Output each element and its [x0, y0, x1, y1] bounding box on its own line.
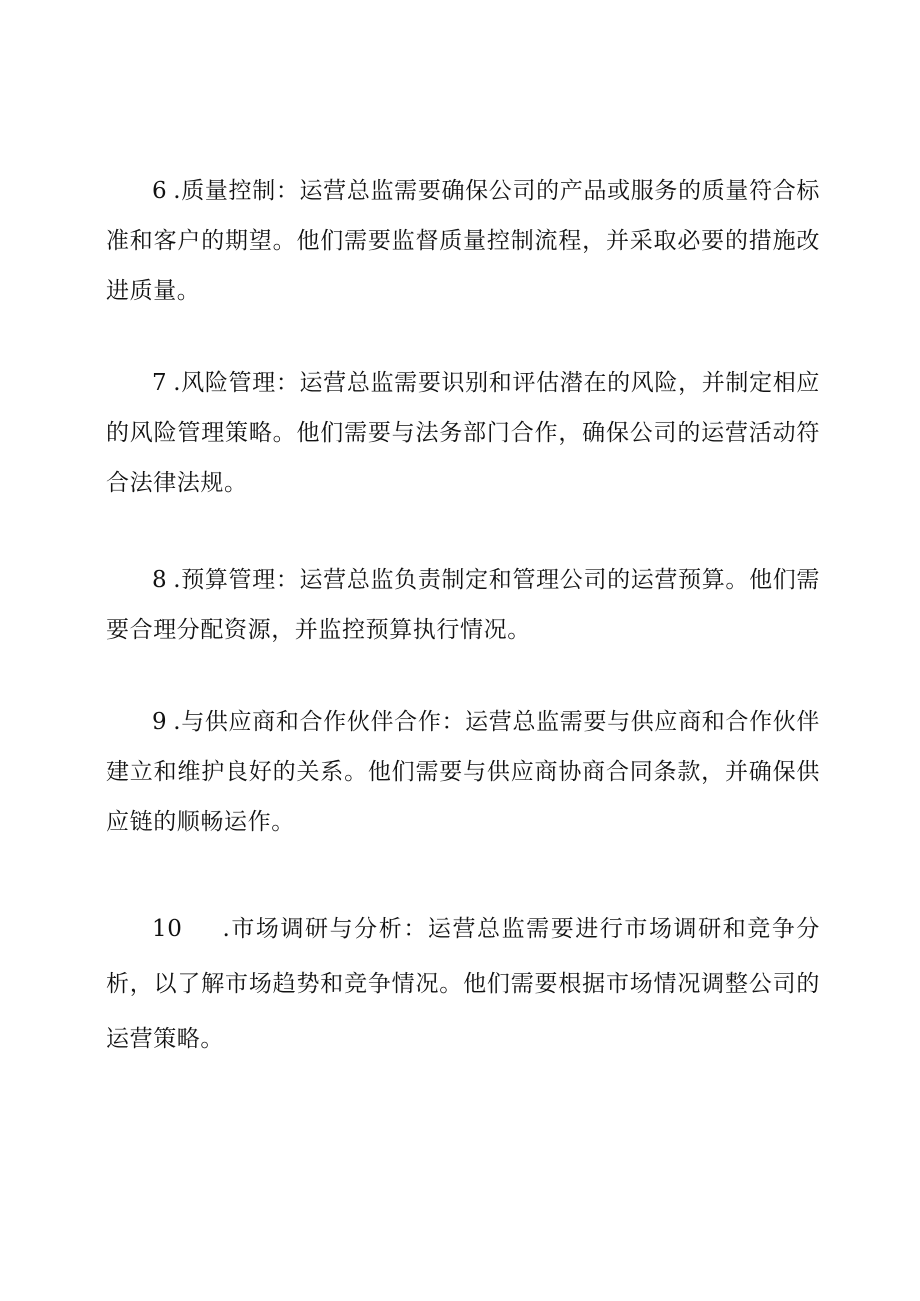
list-item-budget-management: [106, 555, 820, 655]
item-number: 6: [152, 178, 168, 204]
item-text: .预算管理：运营总监负责制定和管理公司的运营预算。他们需要合理分配资源，并监控预算执行情况。: [106, 567, 820, 643]
item-text: .质量控制：运营总监需要确保公司的产品或服务的质量符合标准和客户的期望。他们需要监督质量控制流程，并采取必要的措施改进质量。: [106, 178, 820, 304]
item-text: .市场调研与分析：运营总监需要进行市场调研和竞争分析，以了解市场趋势和竞争情况。他们需要根据市场情况调整公司的运营策略。: [106, 916, 820, 1052]
list-item-risk-management: [106, 358, 820, 508]
item-number: 9: [152, 709, 168, 735]
item-number: 8: [152, 567, 168, 593]
list-item-market-research: [106, 902, 820, 1067]
list-item-supplier-cooperation: [106, 697, 820, 847]
item-number: 10: [152, 916, 183, 942]
item-text: .与供应商和合作伙伴合作：运营总监需要与供应商和合作伙伴建立和维护良好的关系。他们需要与供应商协商合同条款，并确保供应链的顺畅运作。: [106, 709, 820, 835]
list-item-quality-control: [106, 166, 820, 316]
item-number: 7: [152, 370, 168, 396]
item-text: .风险管理：运营总监需要识别和评估潜在的风险，并制定相应的风险管理策略。他们需要与法务部门合作，确保公司的运营活动符合法律法规。: [106, 370, 820, 496]
